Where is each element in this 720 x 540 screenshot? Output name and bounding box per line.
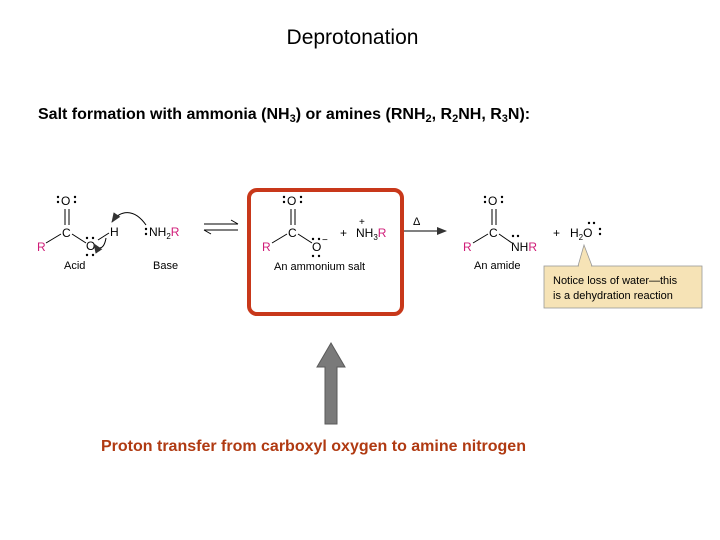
base-structure [145,225,180,272]
subtitle-text-1: Salt formation with ammonia (NH [38,106,290,123]
acid-label: Acid [64,260,86,272]
base-label: Base [153,260,179,272]
up-arrow-icon [317,343,345,424]
acid-carbonyl-o: O [61,194,71,208]
ammonium-salt-structure [262,194,387,273]
page-title: Deprotonation [286,26,419,49]
note-line-2: is a dehydration reaction [553,290,673,302]
salt-positive-charge: + [359,217,365,228]
water-structure [553,222,601,242]
subtitle-sub-3: 2 [452,113,459,125]
electron-arrow-1 [112,213,146,225]
subtitle-text-2: ) or amines (RNH [295,106,426,123]
subtitle-sub-4: 3 [501,113,508,125]
salt-r-group: R [262,240,271,254]
acid-r-group: R [37,240,46,254]
amide-structure [463,194,537,272]
water-plus: + [553,226,561,240]
salt-nh-text: $NH_3R$ [356,226,387,242]
acid-hydrogen: H [110,225,119,239]
salt-carbonyl-o: O [287,194,297,208]
subtitle-text-3: , R [431,106,453,123]
acid-carbon: C [62,226,71,240]
electron-arrow-2 [94,238,106,248]
base-nh-text: $NH_2R$ [149,225,180,241]
amide-label: An amide [474,260,521,272]
note-line-1: Notice loss of water—this [553,275,678,287]
salt-carboxylate-o: O [312,240,322,254]
subtitle-sub-1: 3 [289,113,296,125]
salt-plus: + [340,226,348,240]
proton-transfer-caption: Proton transfer from carboxyl oxygen to amine nitrogen [101,438,526,455]
heat-arrow [404,216,446,231]
subtitle-text-4: NH, R [458,106,502,123]
heat-symbol: Δ [413,216,421,228]
amide-carbonyl-o: O [488,194,498,208]
ammonium-salt-highlight [249,190,402,314]
water-text: $H_2O$ [570,226,593,242]
subtitle-text-5: N): [507,106,531,123]
acid-hydroxyl-o: O [86,239,96,253]
acid-structure [37,194,119,272]
amide-r-group: R [463,240,472,254]
subtitle-sub-2: 2 [425,113,432,125]
equilibrium-arrow [204,220,238,234]
amide-carbon: C [489,226,498,240]
salt-negative-charge: − [322,235,328,246]
salt-carbon: C [288,226,297,240]
salt-label: An ammonium salt [274,261,366,273]
dehydration-note [544,245,702,308]
amide-nh-text: NHR [511,240,538,254]
